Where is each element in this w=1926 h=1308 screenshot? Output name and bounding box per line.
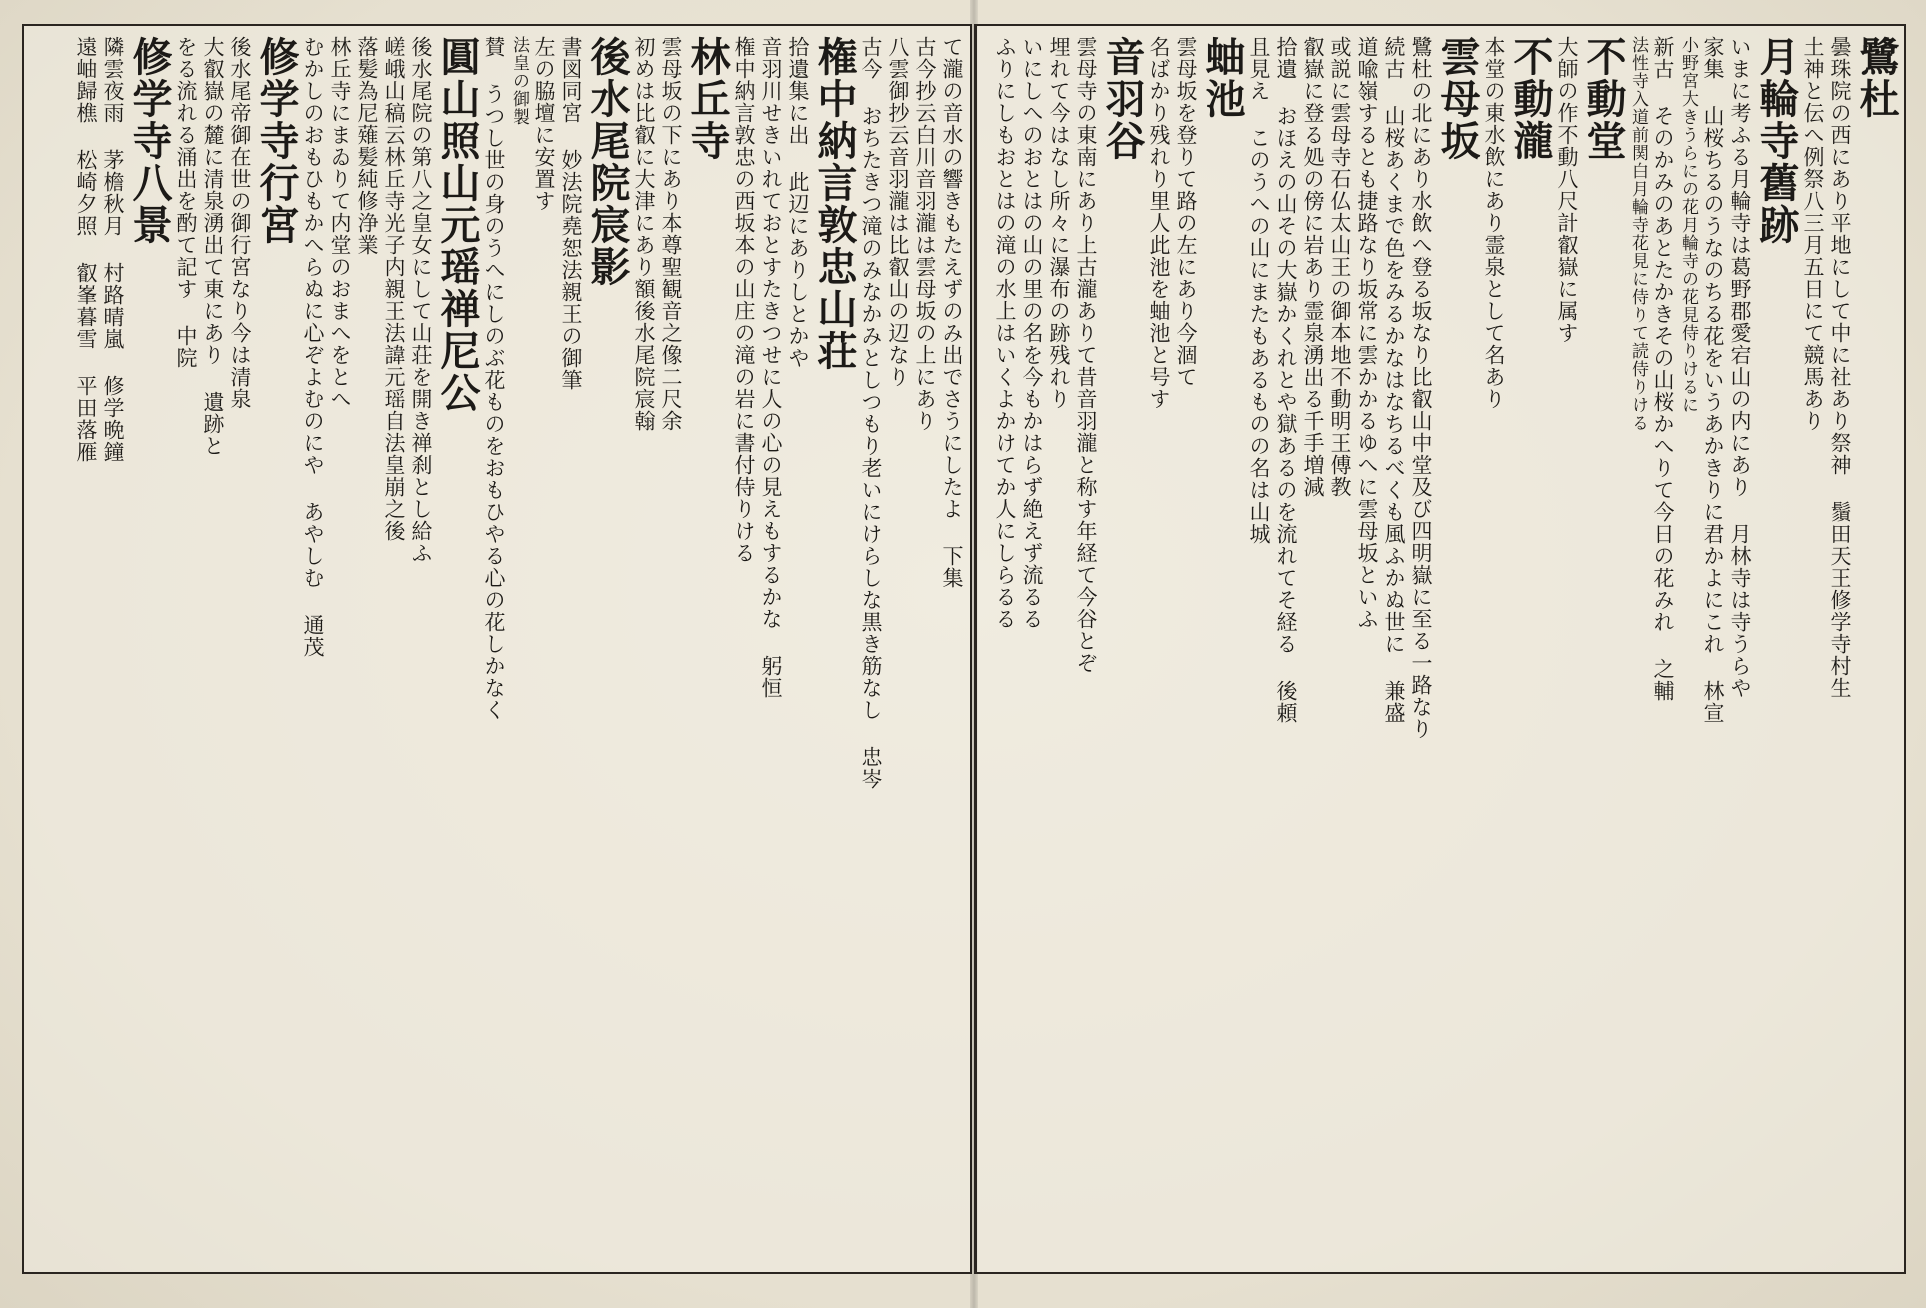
text-column: 遠岫歸樵 松崎夕照 叡峯暮雪 平田落雁 (74, 36, 98, 463)
text-column: 書図同宮 妙法院堯恕法親王の御筆 (559, 36, 583, 391)
text-column: 或説に雲母寺石仏太山王の御本地不動明王傅教 (1328, 36, 1352, 498)
text-column: 大師の作不動八尺計叡嶽に属す (1555, 36, 1579, 344)
text-column: 音羽川せきいれておとすたきつせに人の心の見えもするかな 躬恒 (759, 36, 783, 699)
text-column: 拾遺集に出 此辺にありしとかや (786, 36, 810, 369)
text-column: 名ばかり残れり里人此池を蚰池と号す (1147, 36, 1171, 410)
text-column: 八雲御抄云音羽瀧は比叡山の辺なり (886, 36, 910, 388)
text-column: いまに考ふる月輪寺は葛野郡愛宕山の内にあり 月林寺は寺うらや (1728, 36, 1752, 699)
text-column: 且見え このうへの山にまたもあるものの名は山城 (1247, 36, 1271, 545)
text-column: 古今抄云白川音羽瀧は雲母坂の上にあり (913, 36, 937, 432)
column-heading: 月輪寺舊跡 (1753, 36, 1800, 246)
text-column: 大叡嶽の麓に清泉湧出て東にあり 遺跡と (201, 36, 225, 457)
text-column: 林丘寺にまゐりて内堂のおまへをとへ (328, 36, 352, 410)
text-column: 鷺杜の北にあり水飲へ登る坂なり比叡山中堂及び四明嶽に至る一路なり (1409, 36, 1433, 740)
column-note: 法皇の御製 (509, 36, 529, 126)
text-column: 家集 山桜ちるのうなのちる花をいうあかきりに君かよにこれ 林宣 (1701, 36, 1725, 724)
column-heading: 圓山照山元瑶禅尼公 (434, 36, 481, 414)
column-heading: 権中納言敦忠山荘 (811, 36, 858, 372)
text-column: 嵯峨山稿云林丘寺光子内親王法諱元瑶自法皇崩之後 (382, 36, 406, 542)
text-column: 古今 おちたきつ滝のみなかみとしつもり老いにけらしな黒き筋なし 忠岑 (859, 36, 883, 790)
text-column: 権中納言敦忠の西坂本の山庄の滝の岩に書付侍りける (732, 36, 756, 564)
text-column: 曇珠院の西にあり平地にして中に社あり祭神 鬚田天王修学寺村生 (1828, 36, 1852, 699)
right-page-text (985, 36, 1900, 1262)
text-column: 拾遺 おほえの山その大嶽かくれとや獄あるのを流れてそ経る 後頼 (1274, 36, 1298, 724)
text-column: ふりにしもおとはの滝の水上はいくよかけてか人にしらるる (993, 36, 1017, 630)
text-column: いにしへのおとはの山の里の名を今もかはらず絶えず流るる (1020, 36, 1044, 630)
column-heading: 不動瀧 (1507, 36, 1554, 162)
text-column: 続古 山桜あくまで色をみるかなはなちるべくも風ふかぬ世に 兼盛 (1382, 36, 1406, 724)
column-note: 法性寺入道前関白月輪寺花見に侍りて読侍りける (1628, 36, 1648, 432)
column-heading: 鷺杜 (1853, 36, 1900, 120)
left-page-text (32, 36, 962, 1262)
text-column: 初めは比叡に大津にあり額後水尾院宸翰 (632, 36, 656, 432)
text-column: 埋れて今はなし所々に瀑布の跡残れり (1047, 36, 1071, 410)
text-column: て瀧の音水の響きもたえずのみ出でさうにしたよ 下集 (940, 36, 964, 589)
column-heading: 不動堂 (1580, 36, 1627, 162)
text-column: 後水尾院の第八之皇女にして山荘を開き禅刹とし給ふ (409, 36, 433, 564)
column-heading: 後水尾院宸影 (584, 36, 631, 288)
column-heading: 雲母坂 (1434, 36, 1481, 162)
text-column: 新古 そのかみのあとたかきその山桜かへりて今日の花みれ 之輔 (1651, 36, 1675, 702)
text-column: 雲母坂の下にあり本尊聖観音之像二尺余 (659, 36, 683, 432)
text-column: むかしのおもひもかへらぬに心ぞよむのにや あやしむ 通茂 (301, 36, 325, 658)
text-column: 左の脇壇に安置す (532, 36, 556, 212)
text-column: 道喩嶺するとも捷路なり坂常に雲かかるゆへに雲母坂といふ (1355, 36, 1379, 630)
text-column: 隣雲夜雨 茅檐秋月 村路晴嵐 修学晩鐘 (101, 36, 125, 463)
text-column: 叡嶽に登る処の傍に岩あり霊泉湧出る千手増減 (1301, 36, 1325, 498)
column-heading: 蚰池 (1199, 36, 1246, 120)
text-column: 雲母坂を登りて路の左にあり今涸て (1174, 36, 1198, 388)
column-heading: 修学寺八景 (126, 36, 173, 246)
left-page (22, 24, 972, 1274)
column-heading: 音羽谷 (1099, 36, 1146, 162)
text-column: 賛 うつし世の身のうへにしのぶ花ものをおもひやる心の花しかなく (482, 36, 506, 721)
text-column: 土神と伝へ例祭八三月五日にて競馬あり (1801, 36, 1825, 432)
text-column: 本堂の東水飲にあり霊泉として名あり (1482, 36, 1506, 410)
column-note: 小野宮大きうらにの花月輪寺の花見侍りけるに (1678, 36, 1698, 414)
text-column: 落髪為尼薙髪純修浄業 (355, 36, 379, 256)
text-column: 後水尾帝御在世の御行宮なり今は清泉 (228, 36, 252, 410)
text-column: をる流れる涌出を酌て記す 中院 (174, 36, 198, 369)
right-page (974, 24, 1906, 1274)
column-heading: 林丘寺 (684, 36, 731, 162)
text-column: 雲母寺の東南にあり上古瀧ありて昔音羽瀧と称す年経て今谷とぞ (1074, 36, 1098, 674)
column-heading: 修学寺行宮 (253, 36, 300, 246)
